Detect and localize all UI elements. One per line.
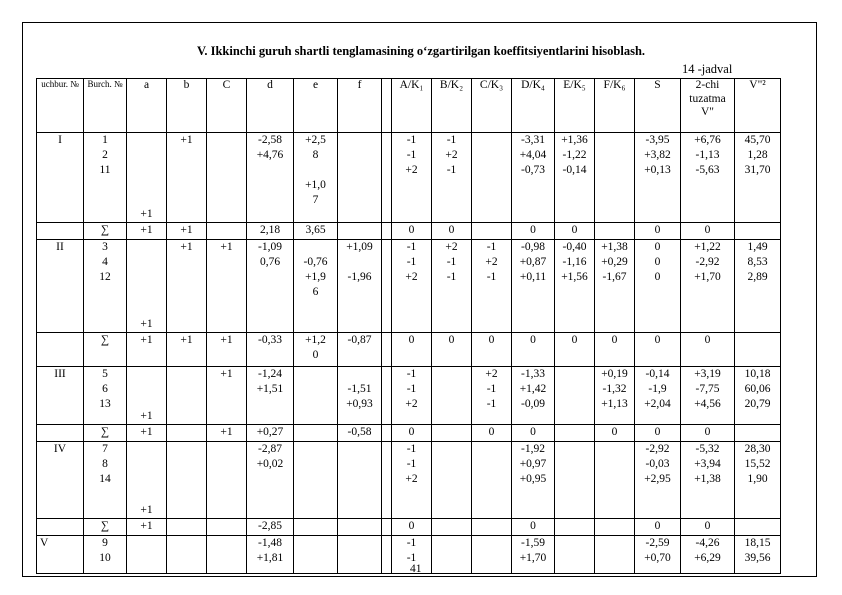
table-cell (294, 425, 338, 442)
table-cell: 0 (555, 223, 595, 240)
table-cell: +1 (127, 240, 167, 333)
table-row (37, 442, 781, 519)
table-cell: -3,31 +4,04 -0,73 (512, 133, 555, 223)
table-cell: -1,51 +0,93 (338, 367, 382, 425)
sum-row (37, 223, 781, 240)
table-cell (167, 442, 207, 519)
table-cell: 0 (595, 333, 635, 367)
table-cell: -2,92 -0,03 +2,95 (635, 442, 681, 519)
table-cell (338, 223, 382, 240)
table-cell (294, 536, 338, 574)
table-cell (595, 442, 635, 519)
table-cell (338, 536, 382, 574)
table-cell: 5 6 13 (84, 367, 127, 425)
table-cell: I (37, 133, 84, 223)
table-cell: +1,09 -1,96 (338, 240, 382, 333)
table-cell (432, 519, 472, 536)
table-cell (432, 536, 472, 574)
table-cell: 45,70 1,28 31,70 (735, 133, 781, 223)
table-cell (167, 519, 207, 536)
table-cell: 0 (681, 425, 735, 442)
table-cell (382, 367, 392, 425)
table-cell: -4,26 +6,29 (681, 536, 735, 574)
table-cell: -3,95 +3,82 +0,13 (635, 133, 681, 223)
table-cell (37, 425, 84, 442)
table-cell: 0 (555, 333, 595, 367)
table-cell: -0,87 (338, 333, 382, 367)
table-cell (37, 333, 84, 367)
table-cell (735, 519, 781, 536)
table-cell: +2 -1 -1 (472, 367, 512, 425)
table-cell (472, 536, 512, 574)
table-cell: 0 (392, 223, 432, 240)
table-cell (382, 133, 392, 223)
table-cell (432, 425, 472, 442)
header-cell: A/K₁ (392, 79, 432, 133)
table-cell: II (37, 240, 84, 333)
table-cell (338, 133, 382, 223)
table-cell: +1 (127, 425, 167, 442)
table-cell: +1 (127, 519, 167, 536)
table-row (37, 240, 781, 333)
table-row (37, 536, 781, 574)
table-cell: -1 -1 +2 (392, 133, 432, 223)
table-cell: -1,09 0,76 (247, 240, 294, 333)
header-cell: V"² (735, 79, 781, 133)
table-cell: 0 (392, 519, 432, 536)
page-title: V. Ikkinchi guruh shartli tenglamasining o‘zgartirilgan koeffitsiyentlarini hisoblash. (196, 44, 646, 58)
table-cell (432, 367, 472, 425)
sum-row (37, 425, 781, 442)
table-cell (555, 442, 595, 519)
table-cell (338, 519, 382, 536)
header-cell: e (294, 79, 338, 133)
sum-row (37, 519, 781, 536)
header-cell: B/K₂ (432, 79, 472, 133)
table-cell (294, 367, 338, 425)
header-cell: b (167, 79, 207, 133)
table-cell: +1 (167, 333, 207, 367)
table-cell: -1,33 +1,42 -0,09 (512, 367, 555, 425)
table-cell: +1 (127, 223, 167, 240)
table-cell (382, 240, 392, 333)
table-cell: -1 +2 -1 (472, 240, 512, 333)
table-cell: -1,48 +1,81 (247, 536, 294, 574)
table-cell: 0 (432, 223, 472, 240)
table-cell: -0,76 +1,9 6 (294, 240, 338, 333)
table-cell (127, 536, 167, 574)
table-cell: +1 (127, 442, 167, 519)
table-cell (555, 536, 595, 574)
header-cell: f (338, 79, 382, 133)
table-cell: ∑ (84, 333, 127, 367)
table-cell: -1,59 +1,70 (512, 536, 555, 574)
header-cell (382, 79, 392, 133)
coefficients-table (36, 78, 781, 574)
table-cell: 0 (635, 333, 681, 367)
table-cell (735, 425, 781, 442)
table-cell (555, 367, 595, 425)
table-cell: 0 (512, 519, 555, 536)
table-cell: 0 (472, 425, 512, 442)
table-cell (382, 223, 392, 240)
table-cell: -5,32 +3,94 +1,38 (681, 442, 735, 519)
table-cell: +1 (127, 367, 167, 425)
table-cell: +2 -1 -1 (432, 240, 472, 333)
table-cell: 1,49 8,53 2,89 (735, 240, 781, 333)
table-cell (735, 333, 781, 367)
table-cell: 0 (681, 223, 735, 240)
table-cell: +1,36 -1,22 -0,14 (555, 133, 595, 223)
table-cell (432, 442, 472, 519)
table-cell: III (37, 367, 84, 425)
table-cell (382, 536, 392, 574)
table-cell: 0 (635, 425, 681, 442)
table-cell: +1 (207, 367, 247, 425)
table-cell (207, 223, 247, 240)
table-cell: 0 0 0 (635, 240, 681, 333)
table-cell: -2,59 +0,70 (635, 536, 681, 574)
table-cell: -2,58 +4,76 (247, 133, 294, 223)
header-cell: E/K₅ (555, 79, 595, 133)
table-row (37, 367, 781, 425)
table-cell: +3,19 -7,75 +4,56 (681, 367, 735, 425)
table-cell (167, 425, 207, 442)
table-cell (382, 519, 392, 536)
table-cell: -0,58 (338, 425, 382, 442)
table-cell (595, 223, 635, 240)
table-cell: -1 +2 -1 (432, 133, 472, 223)
table-cell: -2,85 (247, 519, 294, 536)
header-cell: C/K₃ (472, 79, 512, 133)
header-cell: D/K₄ (512, 79, 555, 133)
table-cell: 0 (512, 425, 555, 442)
table-cell: V (37, 536, 84, 574)
table-label: 14 -jadval (682, 62, 733, 76)
table-cell: ∑ (84, 223, 127, 240)
table-cell: 10,18 60,06 20,79 (735, 367, 781, 425)
table-cell: IV (37, 442, 84, 519)
table-cell: +1 (167, 223, 207, 240)
table-cell: 7 8 14 (84, 442, 127, 519)
table-cell (207, 519, 247, 536)
table-cell: 0 (512, 333, 555, 367)
table-cell: ∑ (84, 519, 127, 536)
table-cell: -1,92 +0,97 +0,95 (512, 442, 555, 519)
sum-row (37, 333, 781, 367)
header-cell: F/K₆ (595, 79, 635, 133)
table-cell (472, 223, 512, 240)
header-cell: S (635, 79, 681, 133)
table-cell: 0 (392, 333, 432, 367)
table-cell: -1 -1 +2 (392, 442, 432, 519)
table-cell: -0,40 -1,16 +1,56 (555, 240, 595, 333)
table-cell: -0,33 (247, 333, 294, 367)
table-cell: 0 (512, 223, 555, 240)
table-cell: 9 10 (84, 536, 127, 574)
table-cell (294, 519, 338, 536)
table-cell: 28,30 15,52 1,90 (735, 442, 781, 519)
table-cell: +1,38 +0,29 -1,67 (595, 240, 635, 333)
header-cell: d (247, 79, 294, 133)
table-cell: 0 (392, 425, 432, 442)
table-cell (555, 425, 595, 442)
table-cell: 0 (635, 519, 681, 536)
table-cell (167, 367, 207, 425)
table-cell: +1 (127, 133, 167, 223)
page-number: 41 (410, 563, 422, 575)
table-cell: -1,24 +1,51 (247, 367, 294, 425)
table-cell (555, 519, 595, 536)
table-cell: 3,65 (294, 223, 338, 240)
table-cell: +1 (167, 133, 207, 223)
header-row (37, 79, 781, 133)
table-cell: 1 2 11 (84, 133, 127, 223)
table-cell: 18,15 39,56 (735, 536, 781, 574)
table-cell: -2,87 +0,02 (247, 442, 294, 519)
table-cell (595, 536, 635, 574)
table-cell: +2,5 8 +1,0 7 (294, 133, 338, 223)
table-cell (472, 442, 512, 519)
table-cell (338, 442, 382, 519)
table-cell: +1,22 -2,92 +1,70 (681, 240, 735, 333)
table-cell: +1,2 0 (294, 333, 338, 367)
header-cell: C (207, 79, 247, 133)
table-cell (37, 223, 84, 240)
table-cell (294, 442, 338, 519)
header-cell: a (127, 79, 167, 133)
table-cell (382, 425, 392, 442)
header-cell: uchbur. № (37, 79, 84, 133)
table-cell (472, 133, 512, 223)
table-cell: +0,27 (247, 425, 294, 442)
table-cell (207, 536, 247, 574)
table-cell: 0 (595, 425, 635, 442)
table-cell (595, 133, 635, 223)
table-cell: 2,18 (247, 223, 294, 240)
table-cell (595, 519, 635, 536)
table-cell: -1 -1 (392, 536, 432, 574)
table-cell: 0 (635, 223, 681, 240)
table-cell: +1 (207, 240, 247, 333)
table-row (37, 133, 781, 223)
table-cell: 0 (472, 333, 512, 367)
table-cell: -1 -1 +2 (392, 367, 432, 425)
table-cell: +0,19 -1,32 +1,13 (595, 367, 635, 425)
table-cell: ∑ (84, 425, 127, 442)
table-cell: -1 -1 +2 (392, 240, 432, 333)
table-cell (382, 442, 392, 519)
table-cell: +1 (207, 425, 247, 442)
table-cell (472, 519, 512, 536)
table-cell (207, 442, 247, 519)
table-cell (207, 133, 247, 223)
header-cell: 2-chi tuzatma V" (681, 79, 735, 133)
table-cell: 0 (681, 333, 735, 367)
table-cell: +1 (207, 333, 247, 367)
table-cell (735, 223, 781, 240)
table-cell: +1 (127, 333, 167, 367)
table-cell: -0,14 -1,9 +2,04 (635, 367, 681, 425)
table-cell: +6,76 -1,13 -5,63 (681, 133, 735, 223)
table-cell: 0 (432, 333, 472, 367)
header-cell: Burch. № (84, 79, 127, 133)
table-cell (167, 536, 207, 574)
table-cell: 0 (681, 519, 735, 536)
table-cell (37, 519, 84, 536)
table-cell (382, 333, 392, 367)
table-cell: -0,98 +0,87 +0,11 (512, 240, 555, 333)
table-cell: +1 (167, 240, 207, 333)
table-cell: 3 4 12 (84, 240, 127, 333)
